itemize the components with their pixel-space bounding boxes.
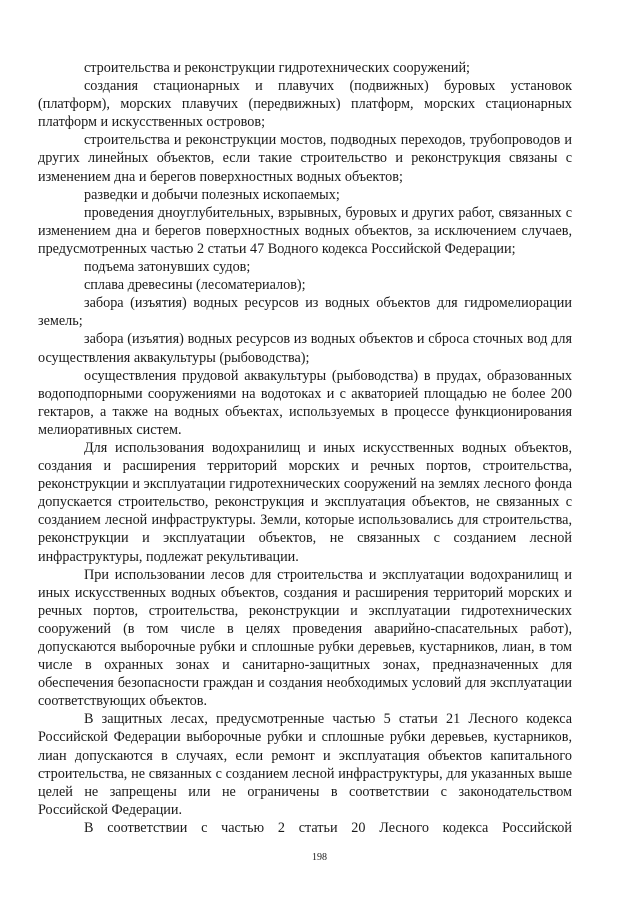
list-item: проведения дноуглубительных, взрывных, буровых и других работ, связанных с изменением дна и берегов поверхностных водных объектов, за исключением случаев, предусмотренных частью 2 статьи 47 Водного кодекса Российской Федерации; (38, 204, 572, 257)
list-item: осуществления прудовой аквакультуры (рыбоводства) в прудах, образованных водоподпорными сооружениями на водотоках и с акваторией площадью не более 200 гектаров, а также на водных объектах, используемых в процессе функционирования мелиоративных систем. (38, 367, 572, 438)
list-item: строительства и реконструкции мостов, подводных переходов, трубопроводов и других линейных объектов, если такие строительство и реконструкция связаны с изменением дна и берегов поверхностных водных объектов; (38, 132, 572, 185)
list-item: подъема затонувших судов; (84, 259, 251, 276)
paragraph: В соответствии с частью 2 статьи 20 Лесного кодекса Российской (84, 819, 572, 836)
paragraph: При использовании лесов для строительства и эксплуатации водохранилищ и иных искусственных водных объектов, создания и расширения территорий морских и речных портов, строительства, реконструкции и эксплуатации гидротехнических сооружений (в том числе в целях проведения аварийно-спасательных работ), допускаются выборочные рубки и сплошные рубки деревьев, кустарников, лиан, в том числе в охранных зонах и санитарно-защитных зонах, предназначенных для обеспечения безопасности граждан и создания необходимых условий для эксплуатации соответствующих объектов. (38, 566, 572, 710)
list-item: создания стационарных и плавучих (подвижных) буровых установок (платформ), морских плавучих (передвижных) платформ, морских стационарных платформ и искусственных островов; (38, 78, 572, 131)
list-item: строительства и реконструкции гидротехнических сооружений; (84, 60, 470, 76)
list-item: забора (изъятия) водных ресурсов из водных объектов и сброса сточных вод для осуществления аквакультуры (рыбоводства); (38, 331, 572, 366)
list-item: сплава древесины (лесоматериалов); (84, 277, 306, 294)
paragraph: В защитных лесах, предусмотренные частью 5 статьи 21 Лесного кодекса Российской Федерации выборочные рубки и сплошные рубки деревьев, кустарников, лиан допускаются в случаях, если ремонт и эксплуатация объектов капитального строительства, не связанных с созданием лесной инфраструктуры, для указанных выше целей не запрещены или не ограничены в соответствии с законодательством Российской Федерации. (38, 711, 572, 818)
body-text (38, 59, 572, 837)
page-number: 198 (312, 852, 327, 863)
list-item: забора (изъятия) водных ресурсов из водных объектов для гидромелиорации земель; (38, 295, 572, 330)
paragraph: Для использования водохранилищ и иных искусственных водных объектов, создания и расширения территорий морских и речных портов, строительства, реконструкции и эксплуатации гидротехнических сооружений на землях лесного фонда допускается строительство, реконструкция и эксплуатация объектов, не связанных с созданием лесной инфраструктуры. Земли, которые использовались для строительства, реконструкции и эксплуатации объектов, не связанных с созданием лесной инфраструктуры, подлежат рекультивации. (38, 439, 572, 565)
list-item: разведки и добычи полезных ископаемых; (84, 186, 340, 203)
